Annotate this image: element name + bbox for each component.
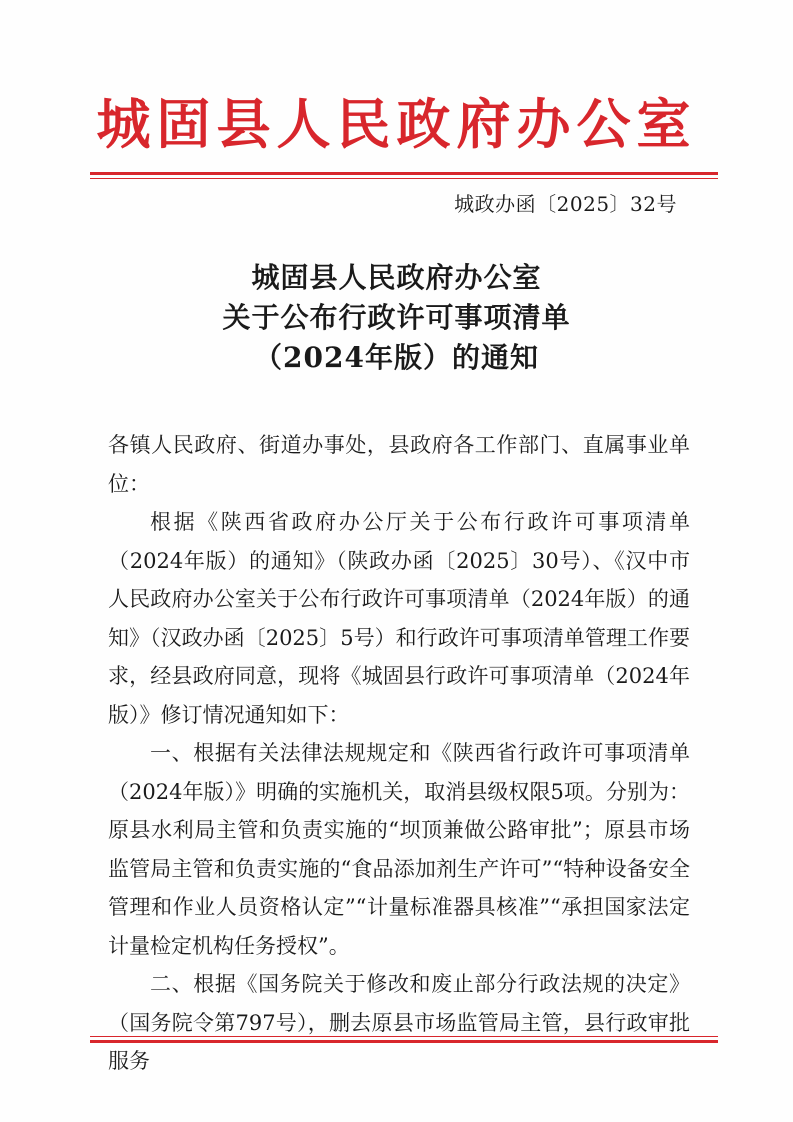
paragraph-1: 根据《陕西省政府办公厅关于公布行政许可事项清单（2024年版）的通知》（陕政办函〔2025〕30号）、《汉中市人民政府办公室关于公布行政许可事项清单（2024年版）的通知》（汉政办函〔2025〕5号）和行政许可事项清单管理工作要求，经县政府同意，现将《城固县行政许可事项清单（2024年版）》修订情况通知如下：: [108, 510, 690, 727]
title-line-1: 城固县人民政府办公室: [251, 261, 542, 294]
paragraph-2: 一、根据有关法律法规规定和《陕西省行政许可事项清单（2024年版）》明确的实施机关，取消县级权限5项。分别为：原县水利局主管和负责实施的“坝顶兼做公路审批”；原县市场监管局主管和负责实施的“食品添加剂生产许可”“特种设备安全管理和作业人员资格认定”“计量标准器具核准”“承担国家法定计量检定机构任务授权”。: [108, 741, 690, 958]
document-title: [0, 258, 793, 378]
salutation: 各镇人民政府、街道办事处，县政府各工作部门、直属事业单位：: [108, 433, 690, 496]
paragraph-3: 二、根据《国务院关于修改和废止部分行政法规的决定》（国务院令第797号），删去原县市场监管局主管，县行政审批服务: [108, 972, 690, 1073]
letterhead-title: 城固县人民政府办公室: [96, 93, 697, 156]
title-line-2: 关于公布行政许可事项清单: [222, 301, 571, 334]
document-body: [108, 426, 690, 1081]
document-number: 城政办函〔2025〕32号: [454, 192, 677, 216]
title-line-3: （2024年版）的通知: [254, 341, 539, 374]
